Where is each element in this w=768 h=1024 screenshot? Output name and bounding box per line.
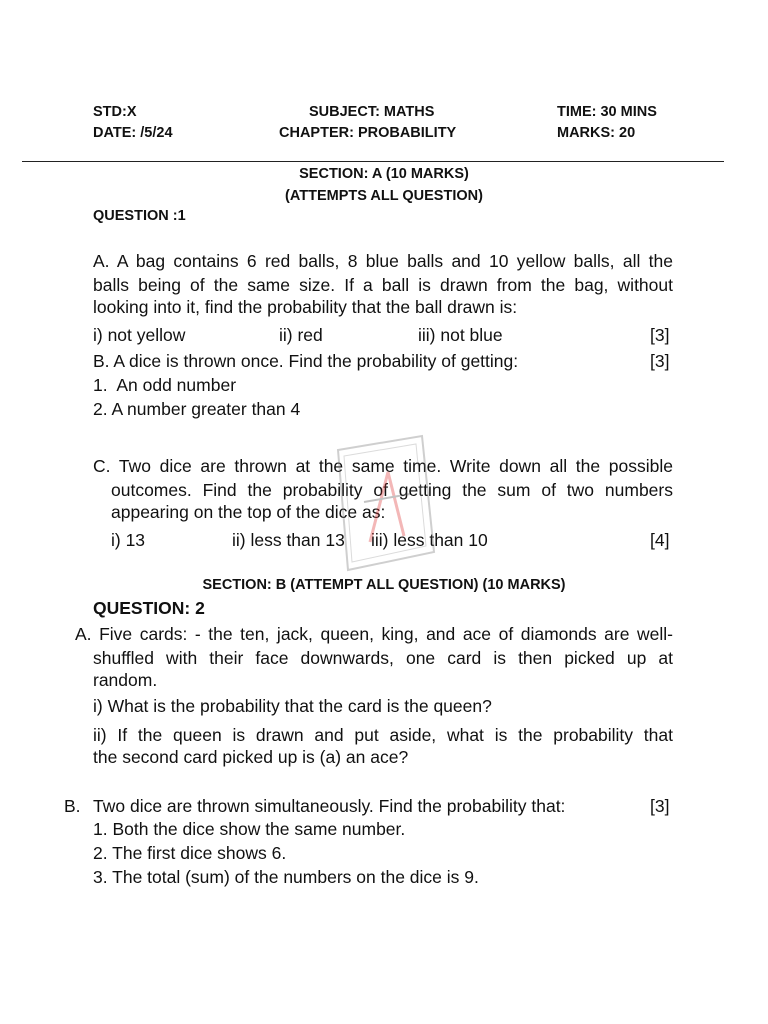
question-2b-item-1: 1. Both the dice show the same number.: [93, 819, 406, 839]
question-1a-option-iii: iii) not blue: [418, 325, 503, 345]
question-1c-option-ii: ii) less than 13: [232, 530, 345, 550]
section-a-title: SECTION: A (10 MARKS): [299, 166, 469, 182]
watermark-logo: [330, 432, 440, 582]
question-1b-item-1: 1. An odd number: [93, 375, 237, 395]
question-2a-sub-ii-line-1: ii) If the queen is drawn and put aside, what is the probability that: [93, 725, 673, 745]
question-2a-line-1: A. Five cards: - the ten, jack, queen, king, and ace of diamonds are well-: [75, 624, 673, 644]
question-2b-label: B.: [64, 796, 81, 816]
question-1a-option-i: i) not yellow: [93, 325, 186, 345]
question-1c-marks: [4]: [650, 530, 670, 550]
question-2b-item-2: 2. The first dice shows 6.: [93, 843, 287, 863]
question-1c-option-iii: iii) less than 10: [371, 530, 488, 550]
question-1c-line-3: appearing on the top of the dice as:: [111, 502, 386, 522]
chapter-label: CHAPTER: PROBABILITY: [279, 125, 457, 141]
section-a-subtitle: (ATTEMPTS ALL QUESTION): [285, 188, 483, 204]
date-label: DATE: /5/24: [93, 125, 173, 141]
subject-label: SUBJECT: MATHS: [309, 104, 435, 120]
question-1a-line-2: balls being of the same size. If a ball is drawn from the bag, without: [93, 275, 673, 295]
question-1a-line-3: looking into it, find the probability that the ball drawn is:: [93, 297, 518, 317]
section-b-title: SECTION: B (ATTEMPT ALL QUESTION) (10 MARKS): [202, 577, 566, 593]
question-1-label: QUESTION :1: [93, 208, 186, 224]
question-1c-line-2: outcomes. Find the probability of getting the sum of two numbers: [111, 480, 673, 500]
question-2-label: QUESTION: 2: [93, 598, 205, 618]
question-1a-line-1: A. A bag contains 6 red balls, 8 blue balls and 10 yellow balls, all the: [93, 251, 673, 271]
question-2b-marks: [3]: [650, 796, 670, 816]
question-2b-line: Two dice are thrown simultaneously. Find the probability that:: [93, 796, 566, 816]
question-2a-sub-ii-line-2: the second card picked up is (a) an ace?: [93, 747, 409, 767]
marks-label: MARKS: 20: [557, 125, 636, 141]
question-1b-marks: [3]: [650, 351, 670, 371]
question-2a-sub-i: i) What is the probability that the card is the queen?: [93, 696, 492, 716]
question-2b-item-3: 3. The total (sum) of the numbers on the dice is 9.: [93, 867, 479, 887]
question-2a-line-2: shuffled with their face downwards, one card is then picked up at: [93, 648, 673, 668]
question-1c-option-i: i) 13: [111, 530, 146, 550]
question-1a-option-ii: ii) red: [279, 325, 323, 345]
question-1b-line: B. A dice is thrown once. Find the probability of getting:: [93, 351, 519, 371]
header-divider: [22, 161, 724, 162]
question-1a-marks: [3]: [650, 325, 670, 345]
question-2a-line-3: random.: [93, 670, 158, 690]
question-1b-item-2: 2. A number greater than 4: [93, 399, 301, 419]
time-label: TIME: 30 MINS: [557, 104, 657, 120]
std-label: STD:X: [93, 104, 137, 120]
question-1c-line-1: C. Two dice are thrown at the same time. Write down all the possible: [93, 456, 673, 476]
